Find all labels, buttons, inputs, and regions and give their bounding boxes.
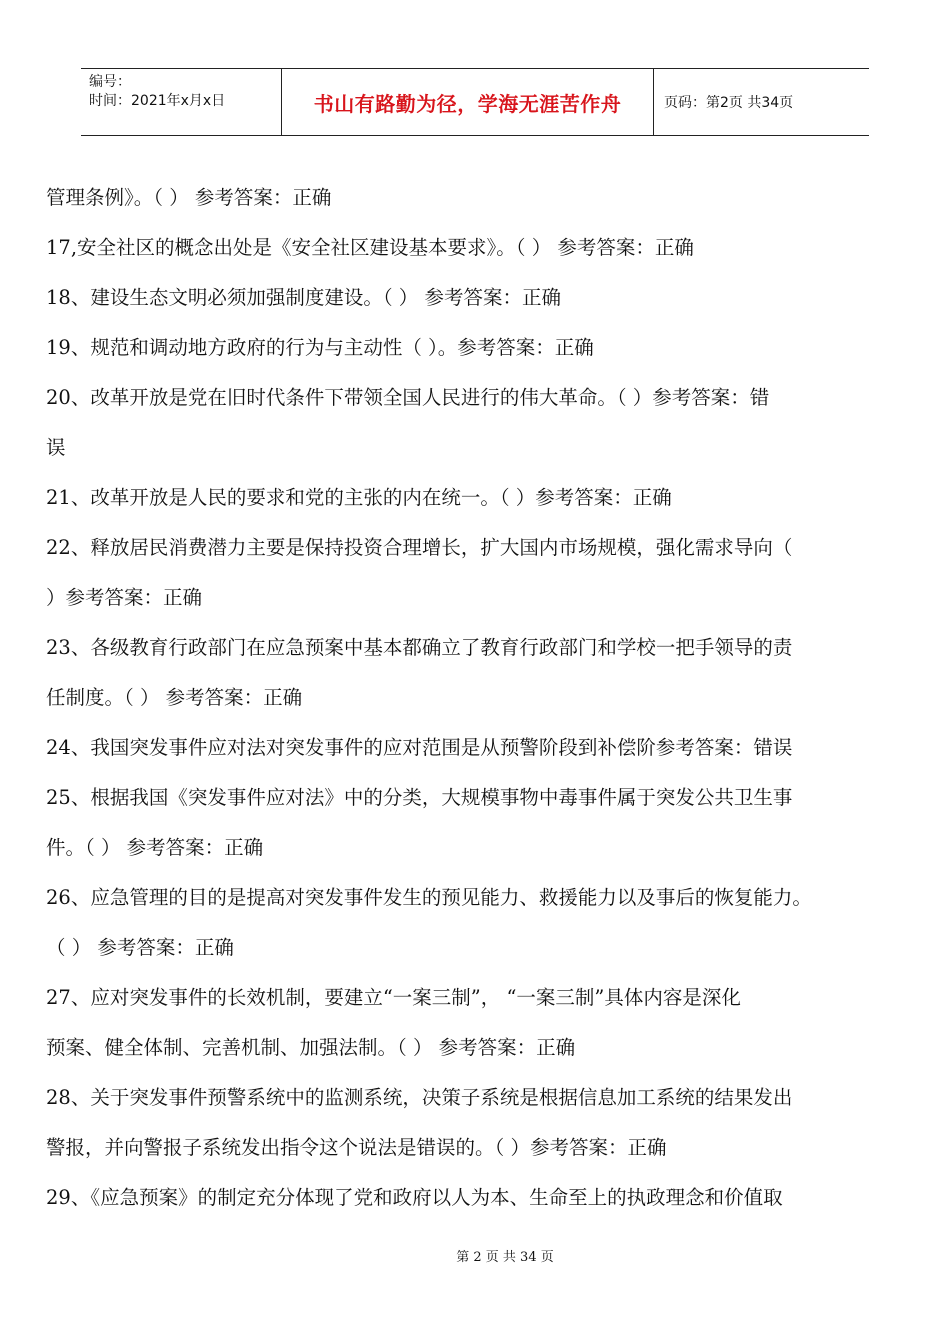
page-header xyxy=(81,68,869,136)
page-footer: 第 2 页 共 34 页 xyxy=(456,1250,554,1265)
document-number: 编号： xyxy=(89,74,131,90)
text-line: 20、改革开放是党在旧时代条件下带领全国人民进行的伟大革命。（ ）参考答案：错 xyxy=(46,386,770,409)
text-line: 18、建设生态文明必须加强制度建设。（ ） 参考答案：正确 xyxy=(46,286,561,309)
header-motto-cell xyxy=(281,69,654,135)
text-line: 25、根据我国《突发事件应对法》中的分类，大规模事物中毒事件属于突发公共卫生事 xyxy=(46,786,793,809)
text-line: 件。（ ） 参考答案：正确 xyxy=(46,836,264,859)
text-line: 24、我国突发事件应对法对突发事件的应对范围是从预警阶段到补偿阶参考答案：错误 xyxy=(46,736,793,759)
text-line: 警报，并向警报子系统发出指令这个说法是错误的。（ ）参考答案：正确 xyxy=(46,1136,667,1159)
document-time: 时间：2021年x月x日 xyxy=(89,93,226,109)
text-line: 19、规范和调动地方政府的行为与主动性（ ）。参考答案：正确 xyxy=(46,336,594,359)
motto-text: 书山有路勤为径，学海无涯苦作舟 xyxy=(313,91,622,116)
text-line: 17,安全社区的概念出处是《安全社区建设基本要求》。（ ） 参考答案：正确 xyxy=(46,236,694,259)
text-line: ）参考答案：正确 xyxy=(46,586,203,609)
header-page-info xyxy=(654,69,869,135)
text-line: 28、关于突发事件预警系统中的监测系统，决策子系统是根据信息加工系统的结果发出 xyxy=(46,1086,793,1109)
text-line: 22、释放居民消费潜力主要是保持投资合理增长，扩大国内市场规模，强化需求导向（ xyxy=(46,536,793,559)
text-line: 21、改革开放是人民的要求和党的主张的内在统一。（ ）参考答案：正确 xyxy=(46,486,672,509)
text-line: 27、应对突发事件的长效机制，要建立“一案三制”， “一案三制”具体内容是深化 xyxy=(46,986,741,1009)
text-line: 误 xyxy=(46,436,66,459)
text-line: 管理条例》。（ ） 参考答案：正确 xyxy=(46,186,332,209)
text-line: 预案、健全体制、完善机制、加强法制。（ ） 参考答案：正确 xyxy=(46,1036,576,1059)
document-body xyxy=(46,173,906,1223)
header-meta xyxy=(81,69,281,135)
text-line: 29、《应急预案》的制定充分体现了党和政府以人为本、生命至上的执政理念和价值取 xyxy=(46,1186,783,1209)
text-line: 任制度。（ ） 参考答案：正确 xyxy=(46,686,303,709)
page-info-text: 页码：第2页 共34页 xyxy=(664,95,794,111)
text-line: 26、应急管理的目的是提高对突发事件发生的预见能力、救援能力以及事后的恢复能力。 xyxy=(46,886,812,909)
text-line: （ ） 参考答案：正确 xyxy=(46,936,234,959)
text-line: 23、各级教育行政部门在应急预案中基本都确立了教育行政部门和学校一把手领导的责 xyxy=(46,636,793,659)
